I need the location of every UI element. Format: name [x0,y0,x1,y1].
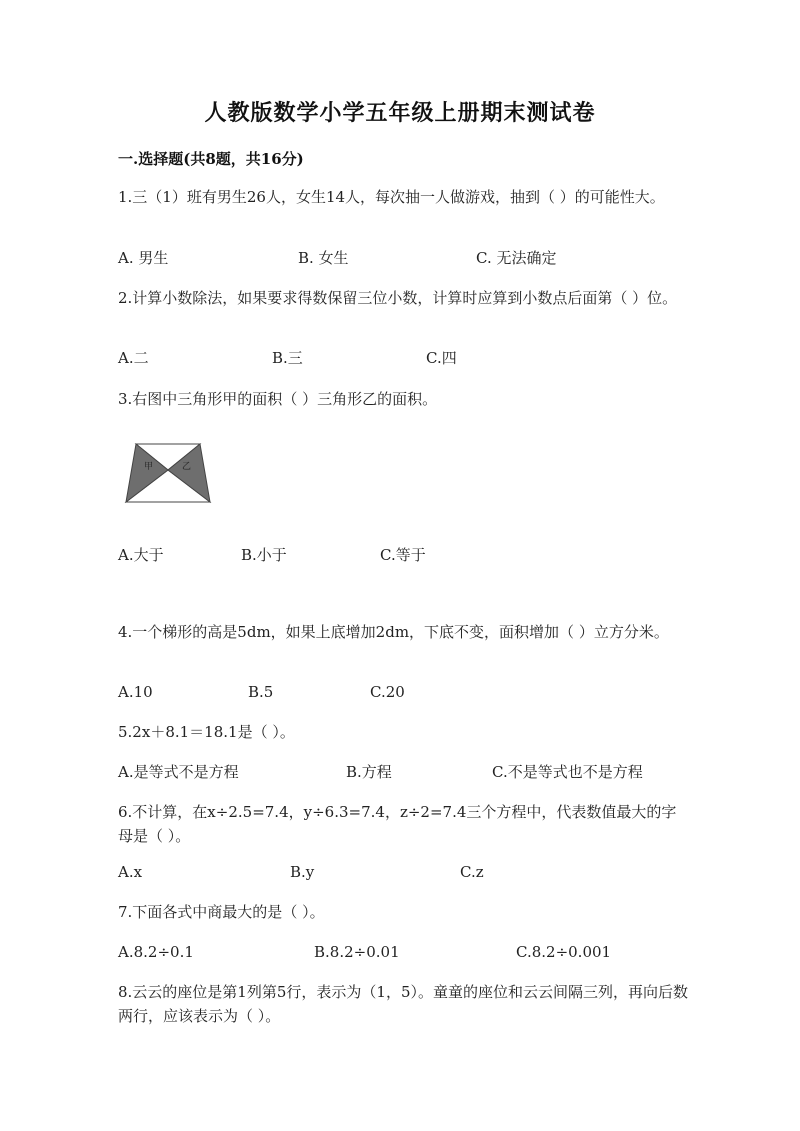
q2-option-c[interactable]: C.四 [426,349,457,367]
q6-option-b[interactable]: B.y [290,863,315,881]
q7-option-c[interactable]: C.8.2÷0.001 [516,943,612,961]
q5-option-a[interactable]: A.是等式不是方程 [118,763,239,781]
q6-option-c[interactable]: C.z [460,863,484,881]
q1-option-c[interactable]: C. 无法确定 [476,249,557,267]
question-6: 6.不计算，在x÷2.5=7.4，y÷6.3=7.4，z÷2=7.4三个方程中，代表数值最大的字母是（ ）。 [118,803,677,845]
q1-option-b[interactable]: B. 女生 [298,249,349,267]
question-4: 4.一个梯形的高是5dm，如果上底增加2dm，下底不变，面积增加（ ）立方分米。 [118,623,669,641]
question-2: 2.计算小数除法，如果要求得数保留三位小数，计算时应算到小数点后面第（ ）位。 [118,289,678,307]
section-heading: 一.选择题(共8题，共16分) [118,150,304,168]
q6-option-a[interactable]: A.x [118,863,143,881]
q3-option-b[interactable]: B.小于 [241,546,287,564]
question-5: 5.2x＋8.1＝18.1是（ ）。 [118,723,295,741]
question-8: 8.云云的座位是第1列第5行，表示为（1，5）。童童的座位和云云间隔三列，再向后数两行，应该表示为（ ）。 [118,983,688,1025]
question-3: 3.右图中三角形甲的面积（ ）三角形乙的面积。 [118,390,438,408]
q2-option-a[interactable]: A.二 [118,349,149,367]
question-7: 7.下面各式中商最大的是（ ）。 [118,903,325,921]
q4-option-a[interactable]: A.10 [118,683,153,701]
question-1: 1.三（1）班有男生26人，女生14人，每次抽一人做游戏，抽到（ ）的可能性大。 [118,188,665,206]
triangle-jia-label: 甲 [144,462,154,472]
triangle-yi-label: 乙 [182,462,192,472]
q1-option-a[interactable]: A. 男生 [118,249,169,267]
page-title: 人教版数学小学五年级上册期末测试卷 [204,100,596,126]
q2-option-b[interactable]: B.三 [272,349,303,367]
q5-option-b[interactable]: B.方程 [346,763,392,781]
q4-option-b[interactable]: B.5 [248,683,274,701]
q7-option-a[interactable]: A.8.2÷0.1 [118,943,194,961]
q5-option-c[interactable]: C.不是等式也不是方程 [492,763,643,781]
q4-option-c[interactable]: C.20 [370,683,405,701]
q3-option-a[interactable]: A.大于 [118,546,164,564]
q3-option-c[interactable]: C.等于 [380,546,426,564]
q7-option-b[interactable]: B.8.2÷0.01 [314,943,400,961]
triangles-figure [124,440,212,504]
